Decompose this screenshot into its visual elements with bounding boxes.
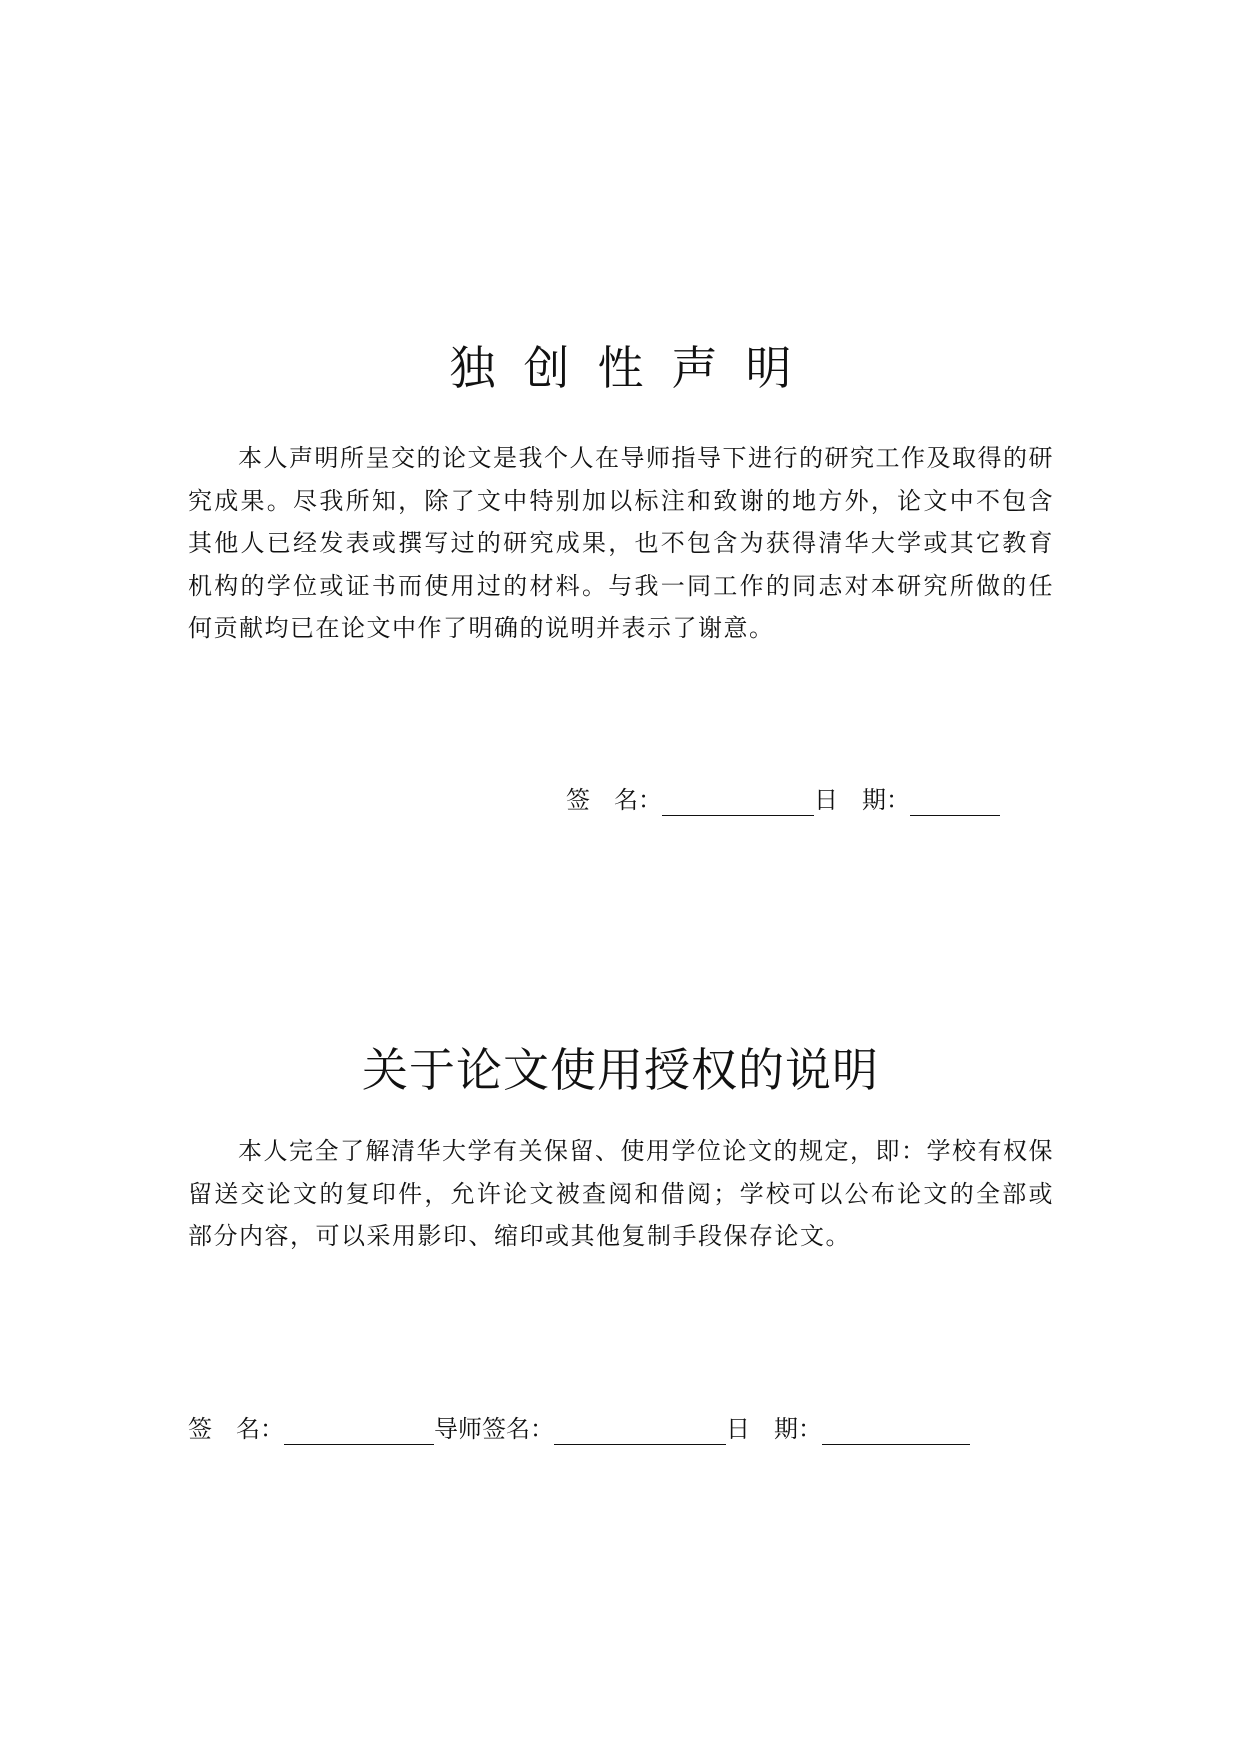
signature-label: 签 名： bbox=[188, 1415, 284, 1443]
originality-title: 独创性声明 bbox=[449, 341, 820, 395]
originality-signature-row bbox=[566, 784, 1000, 816]
advisor-signature-blank[interactable] bbox=[554, 1416, 726, 1445]
authorization-signature-row bbox=[188, 1413, 970, 1445]
date-blank[interactable] bbox=[822, 1416, 970, 1445]
authorization-paragraph: 本人完全了解清华大学有关保留、使用学位论文的规定，即：学校有权保留送交论文的复印件，允许论文被查阅和借阅；学校可以公布论文的全部或部分内容，可以采用影印、缩印或其他复制手段保存论文。 bbox=[188, 1137, 1054, 1251]
date-blank[interactable] bbox=[910, 787, 1000, 816]
advisor-signature-label: 导师签名： bbox=[434, 1415, 554, 1443]
date-label: 日 期： bbox=[726, 1415, 822, 1443]
signature-blank[interactable] bbox=[284, 1416, 434, 1445]
signature-blank[interactable] bbox=[662, 787, 814, 816]
date-label: 日 期： bbox=[814, 786, 910, 814]
originality-paragraph: 本人声明所呈交的论文是我个人在导师指导下进行的研究工作及取得的研究成果。尽我所知，除了文中特别加以标注和致谢的地方外，论文中不包含其他人已经发表或撰写过的研究成果，也不包含为获得清华大学或其它教育机构的学位或证书而使用过的材料。与我一同工作的同志对本研究所做的任何贡献均已在论文中作了明确的说明并表示了谢意。 bbox=[188, 444, 1054, 643]
authorization-title: 关于论文使用授权的说明 bbox=[362, 1043, 879, 1097]
signature-label: 签 名： bbox=[566, 786, 662, 814]
